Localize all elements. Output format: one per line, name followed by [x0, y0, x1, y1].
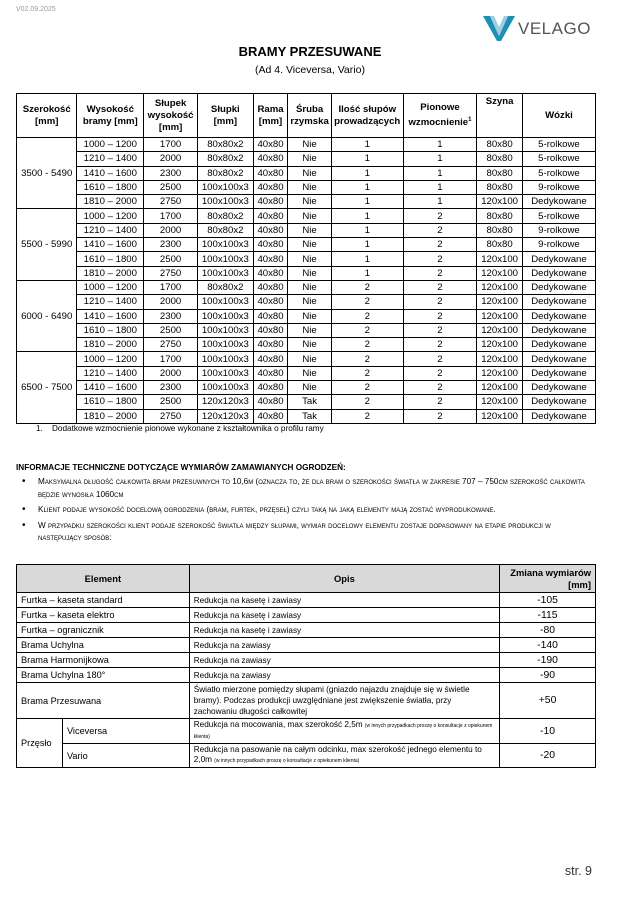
vertical-reinforcement-cell: 2 — [403, 280, 477, 294]
height-range-cell: 1810 – 2000 — [77, 409, 144, 423]
width-range-cell: 3500 - 5490 — [17, 138, 77, 209]
height-range-cell: 1810 – 2000 — [77, 195, 144, 209]
version-label: V02.09.2025 — [16, 6, 56, 13]
posts-cell: 120x120x3 — [197, 395, 253, 409]
adjust-value: -80 — [500, 623, 596, 638]
carriages-cell: Dedykowane — [522, 338, 595, 352]
carriages-cell: Dedykowane — [522, 395, 595, 409]
turnbuckle-cell: Nie — [288, 180, 331, 194]
table-row — [17, 338, 596, 352]
info-bullet: • Klient podaje wysokość docelową ogrodzenia (bram, furtek, przęseł) czyli taką na jaką elementy mają zostać wyprodukowane. — [38, 504, 594, 517]
carriages-cell: Dedykowane — [522, 323, 595, 337]
info-bullet: • Maksymalna długość całkowita bram przesuwnych to 10,6m (oznacza to, że dla bram o szerokości światła w zakresie 707 – 750cm szerokość całkowita będzie wynosiła 1060cm — [38, 476, 594, 501]
frame-cell: 40x80 — [253, 323, 288, 337]
rail-cell: 120x100 — [477, 252, 523, 266]
frame-cell: 40x80 — [253, 309, 288, 323]
rail-cell: 80x80 — [477, 138, 523, 152]
header-slupki: Słupki [mm] — [197, 94, 253, 138]
header-rama: Rama [mm] — [253, 94, 288, 138]
adjust-header-zmiana: Zmiana wymiarów [mm] — [500, 565, 596, 593]
height-range-cell: 1000 – 1200 — [77, 352, 144, 366]
rail-cell: 80x80 — [477, 209, 523, 223]
turnbuckle-cell: Nie — [288, 223, 331, 237]
height-range-cell: 1000 – 1200 — [77, 280, 144, 294]
carriages-cell: Dedykowane — [522, 381, 595, 395]
adjust-value: -90 — [500, 668, 596, 683]
height-range-cell: 1410 – 1600 — [77, 166, 144, 180]
header-pionowe-footnote-mark: 1 — [468, 116, 472, 123]
turnbuckle-cell: Nie — [288, 252, 331, 266]
adjust-header-element: Element — [17, 565, 190, 593]
vertical-reinforcement-cell: 2 — [403, 266, 477, 280]
height-range-cell: 1000 – 1200 — [77, 209, 144, 223]
table-row — [17, 223, 596, 237]
width-range-cell: 6000 - 6490 — [17, 280, 77, 351]
dimension-adjustment-table — [16, 564, 596, 768]
info-heading: INFORMACJE TECHNICZNE DOTYCZĄCE WYMIARÓW ZAMAWIANYCH OGRODZEŃ: — [16, 463, 346, 472]
frame-cell: 40x80 — [253, 209, 288, 223]
table-row — [17, 295, 596, 309]
table-row — [17, 409, 596, 423]
frame-cell: 40x80 — [253, 180, 288, 194]
table-row — [17, 683, 596, 719]
adjust-header-opis: Opis — [189, 565, 499, 593]
post-height-cell: 2000 — [144, 152, 198, 166]
velago-logo — [482, 14, 600, 42]
przeslo-viceversa-opis — [189, 719, 499, 744]
table-row — [17, 309, 596, 323]
header-szerokosc: Szerokość [mm] — [17, 94, 77, 138]
adjust-opis: Redukcja na zawiasy — [189, 668, 499, 683]
turnbuckle-cell: Nie — [288, 266, 331, 280]
turnbuckle-cell: Nie — [288, 166, 331, 180]
frame-cell: 40x80 — [253, 352, 288, 366]
header-wysokosc: Wysokość bramy [mm] — [77, 94, 144, 138]
turnbuckle-cell: Nie — [288, 238, 331, 252]
turnbuckle-cell: Tak — [288, 395, 331, 409]
adjust-element: Furtka – kaseta elektro — [17, 608, 190, 623]
posts-cell: 100x100x3 — [197, 180, 253, 194]
info-bullet-list — [38, 476, 594, 548]
guide-posts-cell: 2 — [331, 352, 403, 366]
height-range-cell: 1810 – 2000 — [77, 266, 144, 280]
post-height-cell: 2300 — [144, 166, 198, 180]
table-row — [17, 744, 596, 768]
frame-cell: 40x80 — [253, 366, 288, 380]
posts-cell: 100x100x3 — [197, 352, 253, 366]
footnote-number: 1. — [36, 424, 43, 433]
adjust-opis: Światło mierzone pomiędzy słupami (gniazdo najazdu znajduje się w świetle bramy). Podczas produkcji uwzględniane jest zwiększenie światła, przy zachowaniu długości całkowitej — [189, 683, 499, 719]
height-range-cell: 1210 – 1400 — [77, 223, 144, 237]
carriages-cell: 9-rolkowe — [522, 180, 595, 194]
post-height-cell: 2300 — [144, 238, 198, 252]
posts-cell: 100x100x3 — [197, 366, 253, 380]
header-slupek: Słupek wysokość [mm] — [144, 94, 198, 138]
guide-posts-cell: 2 — [331, 366, 403, 380]
gate-spec-table — [16, 93, 596, 424]
turnbuckle-cell: Tak — [288, 409, 331, 423]
rail-cell: 120x100 — [477, 338, 523, 352]
guide-posts-cell: 1 — [331, 138, 403, 152]
vertical-reinforcement-cell: 1 — [403, 180, 477, 194]
table-row — [17, 608, 596, 623]
height-range-cell: 1610 – 1800 — [77, 323, 144, 337]
rail-cell: 120x100 — [477, 381, 523, 395]
height-range-cell: 1410 – 1600 — [77, 309, 144, 323]
adjust-value: -140 — [500, 638, 596, 653]
height-range-cell: 1410 – 1600 — [77, 381, 144, 395]
carriages-cell: 9-rolkowe — [522, 238, 595, 252]
posts-cell: 100x100x3 — [197, 252, 253, 266]
frame-cell: 40x80 — [253, 338, 288, 352]
table-row — [17, 138, 596, 152]
table-row — [17, 166, 596, 180]
height-range-cell: 1210 – 1400 — [77, 152, 144, 166]
carriages-cell: Dedykowane — [522, 409, 595, 423]
carriages-cell: Dedykowane — [522, 309, 595, 323]
table-row — [17, 195, 596, 209]
post-height-cell: 2300 — [144, 309, 198, 323]
posts-cell: 80x80x2 — [197, 280, 253, 294]
posts-cell: 100x100x3 — [197, 295, 253, 309]
post-height-cell: 2500 — [144, 180, 198, 194]
post-height-cell: 2500 — [144, 252, 198, 266]
turnbuckle-cell: Nie — [288, 295, 331, 309]
carriages-cell: 5-rolkowe — [522, 152, 595, 166]
table-row — [17, 638, 596, 653]
header-szyna: Szyna — [477, 94, 523, 138]
table-row — [17, 280, 596, 294]
adjust-opis: Redukcja na kasetę i zawiasy — [189, 593, 499, 608]
carriages-cell: 5-rolkowe — [522, 209, 595, 223]
width-range-cell: 5500 - 5990 — [17, 209, 77, 280]
guide-posts-cell: 1 — [331, 180, 403, 194]
adjust-element: Brama Uchylna — [17, 638, 190, 653]
table-header-row — [17, 94, 596, 138]
vertical-reinforcement-cell: 1 — [403, 152, 477, 166]
page-subtitle: (Ad 4. Viceversa, Vario) — [255, 64, 365, 76]
posts-cell: 120x120x3 — [197, 409, 253, 423]
adjust-element: Brama Uchylna 180° — [17, 668, 190, 683]
header-sruba: Śruba rzymska — [288, 94, 331, 138]
rail-cell: 120x100 — [477, 309, 523, 323]
vertical-reinforcement-cell: 2 — [403, 352, 477, 366]
post-height-cell: 2750 — [144, 409, 198, 423]
adjust-opis: Redukcja na zawiasy — [189, 653, 499, 668]
table-row — [17, 323, 596, 337]
footnote-text: Dodatkowe wzmocnienie pionowe wykonane z kształtownika o profilu ramy — [52, 424, 324, 433]
height-range-cell: 1210 – 1400 — [77, 295, 144, 309]
guide-posts-cell: 2 — [331, 280, 403, 294]
height-range-cell: 1000 – 1200 — [77, 138, 144, 152]
table-row — [17, 668, 596, 683]
posts-cell: 80x80x2 — [197, 209, 253, 223]
vertical-reinforcement-cell: 2 — [403, 223, 477, 237]
rail-cell: 120x100 — [477, 352, 523, 366]
post-height-cell: 2500 — [144, 395, 198, 409]
page-number: str. 9 — [564, 864, 592, 878]
posts-cell: 100x100x3 — [197, 338, 253, 352]
height-range-cell: 1810 – 2000 — [77, 338, 144, 352]
rail-cell: 80x80 — [477, 238, 523, 252]
header-pionowe — [403, 94, 477, 138]
logo-mark-icon — [482, 14, 516, 42]
turnbuckle-cell: Nie — [288, 138, 331, 152]
adjust-element: Brama Przesuwana — [17, 683, 190, 719]
adjust-opis: Redukcja na kasetę i zawiasy — [189, 608, 499, 623]
guide-posts-cell: 1 — [331, 209, 403, 223]
frame-cell: 40x80 — [253, 138, 288, 152]
adjust-header-row — [17, 565, 596, 593]
frame-cell: 40x80 — [253, 252, 288, 266]
post-height-cell: 2750 — [144, 266, 198, 280]
turnbuckle-cell: Nie — [288, 280, 331, 294]
guide-posts-cell: 1 — [331, 166, 403, 180]
carriages-cell: 9-rolkowe — [522, 223, 595, 237]
vertical-reinforcement-cell: 2 — [403, 381, 477, 395]
header-ilosc: Ilość słupów prowadzących — [331, 94, 403, 138]
table-row — [17, 352, 596, 366]
post-height-cell: 2000 — [144, 295, 198, 309]
vertical-reinforcement-cell: 2 — [403, 409, 477, 423]
turnbuckle-cell: Nie — [288, 309, 331, 323]
height-range-cell: 1610 – 1800 — [77, 395, 144, 409]
frame-cell: 40x80 — [253, 295, 288, 309]
table-row — [17, 366, 596, 380]
post-height-cell: 1700 — [144, 138, 198, 152]
rail-cell: 120x100 — [477, 366, 523, 380]
table-row — [17, 152, 596, 166]
table-row — [17, 180, 596, 194]
footnote — [36, 424, 324, 433]
carriages-cell: 5-rolkowe — [522, 166, 595, 180]
guide-posts-cell: 1 — [331, 252, 403, 266]
height-range-cell: 1610 – 1800 — [77, 180, 144, 194]
info-bullet: • W przypadku szerokości klient podaje szerokość światła między słupami, wymiar docelowy elementu zostaje dopasowany na etapie produkcji w następujący sposób: — [38, 520, 594, 545]
post-height-cell: 2300 — [144, 381, 198, 395]
vertical-reinforcement-cell: 2 — [403, 323, 477, 337]
guide-posts-cell: 2 — [331, 395, 403, 409]
frame-cell: 40x80 — [253, 266, 288, 280]
vario-opis-text: Redukcja na pasowanie na całym odcinku, max szerokość jednego elementu to 2,0m — [193, 745, 482, 764]
guide-posts-cell: 1 — [331, 266, 403, 280]
table-row — [17, 238, 596, 252]
vertical-reinforcement-cell: 1 — [403, 195, 477, 209]
viceversa-opis-note: (w innych przypadkach proszę o konsultacje z opiekunem klienta) — [193, 723, 493, 740]
rail-cell: 120x100 — [477, 195, 523, 209]
vertical-reinforcement-cell: 2 — [403, 366, 477, 380]
logo-text: VELAGO — [518, 19, 591, 38]
adjust-element: Brama Harmonijkowa — [17, 653, 190, 668]
vertical-reinforcement-cell: 2 — [403, 295, 477, 309]
table-row — [17, 266, 596, 280]
turnbuckle-cell: Nie — [288, 152, 331, 166]
frame-cell: 40x80 — [253, 166, 288, 180]
rail-cell: 120x100 — [477, 409, 523, 423]
turnbuckle-cell: Nie — [288, 209, 331, 223]
vertical-reinforcement-cell: 2 — [403, 338, 477, 352]
table-row — [17, 252, 596, 266]
post-height-cell: 2750 — [144, 195, 198, 209]
guide-posts-cell: 1 — [331, 238, 403, 252]
guide-posts-cell: 2 — [331, 295, 403, 309]
carriages-cell: Dedykowane — [522, 352, 595, 366]
rail-cell: 80x80 — [477, 152, 523, 166]
guide-posts-cell: 2 — [331, 381, 403, 395]
post-height-cell: 1700 — [144, 280, 198, 294]
adjust-value: -115 — [500, 608, 596, 623]
frame-cell: 40x80 — [253, 395, 288, 409]
carriages-cell: Dedykowane — [522, 295, 595, 309]
turnbuckle-cell: Nie — [288, 195, 331, 209]
turnbuckle-cell: Nie — [288, 338, 331, 352]
frame-cell: 40x80 — [253, 223, 288, 237]
guide-posts-cell: 2 — [331, 338, 403, 352]
page-title: BRAMY PRZESUWANE — [238, 44, 382, 59]
posts-cell: 100x100x3 — [197, 195, 253, 209]
table-row — [17, 593, 596, 608]
post-height-cell: 2750 — [144, 338, 198, 352]
vertical-reinforcement-cell: 2 — [403, 395, 477, 409]
table-row — [17, 209, 596, 223]
rail-cell: 80x80 — [477, 223, 523, 237]
przeslo-label: Przęsło — [17, 719, 63, 768]
turnbuckle-cell: Nie — [288, 366, 331, 380]
height-range-cell: 1410 – 1600 — [77, 238, 144, 252]
frame-cell: 40x80 — [253, 195, 288, 209]
carriages-cell: Dedykowane — [522, 266, 595, 280]
frame-cell: 40x80 — [253, 152, 288, 166]
post-height-cell: 1700 — [144, 209, 198, 223]
vario-opis-note: (w innych przypadkach proszę o konsultacje z opiekunem klienta) — [214, 758, 360, 764]
rail-cell: 120x100 — [477, 395, 523, 409]
rail-cell: 120x100 — [477, 266, 523, 280]
table-row — [17, 623, 596, 638]
post-height-cell: 1700 — [144, 352, 198, 366]
rail-cell: 80x80 — [477, 166, 523, 180]
posts-cell: 100x100x3 — [197, 323, 253, 337]
height-range-cell: 1210 – 1400 — [77, 366, 144, 380]
table-row — [17, 395, 596, 409]
frame-cell: 40x80 — [253, 409, 288, 423]
posts-cell: 100x100x3 — [197, 381, 253, 395]
post-height-cell: 2000 — [144, 223, 198, 237]
adjust-value: -10 — [500, 719, 596, 744]
vertical-reinforcement-cell: 1 — [403, 138, 477, 152]
turnbuckle-cell: Nie — [288, 323, 331, 337]
posts-cell: 80x80x2 — [197, 152, 253, 166]
rail-cell: 120x100 — [477, 295, 523, 309]
carriages-cell: Dedykowane — [522, 366, 595, 380]
width-range-cell: 6500 - 7500 — [17, 352, 77, 423]
turnbuckle-cell: Nie — [288, 381, 331, 395]
vertical-reinforcement-cell: 2 — [403, 309, 477, 323]
header-wozki: Wózki — [522, 94, 595, 138]
vertical-reinforcement-cell: 1 — [403, 166, 477, 180]
vertical-reinforcement-cell: 2 — [403, 209, 477, 223]
adjust-opis: Redukcja na kasetę i zawiasy — [189, 623, 499, 638]
carriages-cell: Dedykowane — [522, 252, 595, 266]
frame-cell: 40x80 — [253, 381, 288, 395]
table-row — [17, 381, 596, 395]
guide-posts-cell: 1 — [331, 195, 403, 209]
adjust-value: -105 — [500, 593, 596, 608]
posts-cell: 80x80x2 — [197, 166, 253, 180]
przeslo-vario: Vario — [62, 744, 189, 768]
post-height-cell: 2500 — [144, 323, 198, 337]
height-range-cell: 1610 – 1800 — [77, 252, 144, 266]
frame-cell: 40x80 — [253, 280, 288, 294]
przeslo-vario-opis — [189, 744, 499, 768]
adjust-value: -20 — [500, 744, 596, 768]
adjust-value: -190 — [500, 653, 596, 668]
guide-posts-cell: 2 — [331, 409, 403, 423]
adjust-opis: Redukcja na zawiasy — [189, 638, 499, 653]
posts-cell: 100x100x3 — [197, 309, 253, 323]
przeslo-viceversa: Viceversa — [62, 719, 189, 744]
rail-cell: 80x80 — [477, 180, 523, 194]
guide-posts-cell: 2 — [331, 323, 403, 337]
carriages-cell: 5-rolkowe — [522, 138, 595, 152]
header-pionowe-label: Pionowe wzmocnienie — [408, 101, 469, 129]
rail-cell: 120x100 — [477, 280, 523, 294]
posts-cell: 80x80x2 — [197, 138, 253, 152]
vertical-reinforcement-cell: 2 — [403, 238, 477, 252]
post-height-cell: 2000 — [144, 366, 198, 380]
turnbuckle-cell: Nie — [288, 352, 331, 366]
adjust-element: Furtka – ogranicznik — [17, 623, 190, 638]
vertical-reinforcement-cell: 2 — [403, 252, 477, 266]
viceversa-opis-text: Redukcja na mocowania, max szerokość 2,5m — [193, 720, 363, 729]
table-row — [17, 653, 596, 668]
adjust-value: +50 — [500, 683, 596, 719]
frame-cell: 40x80 — [253, 238, 288, 252]
adjust-element: Furtka – kaseta standard — [17, 593, 190, 608]
rail-cell: 120x100 — [477, 323, 523, 337]
guide-posts-cell: 2 — [331, 309, 403, 323]
carriages-cell: Dedykowane — [522, 280, 595, 294]
table-row — [17, 719, 596, 744]
posts-cell: 100x100x3 — [197, 266, 253, 280]
carriages-cell: Dedykowane — [522, 195, 595, 209]
guide-posts-cell: 1 — [331, 223, 403, 237]
posts-cell: 80x80x2 — [197, 223, 253, 237]
posts-cell: 100x100x3 — [197, 238, 253, 252]
guide-posts-cell: 1 — [331, 152, 403, 166]
